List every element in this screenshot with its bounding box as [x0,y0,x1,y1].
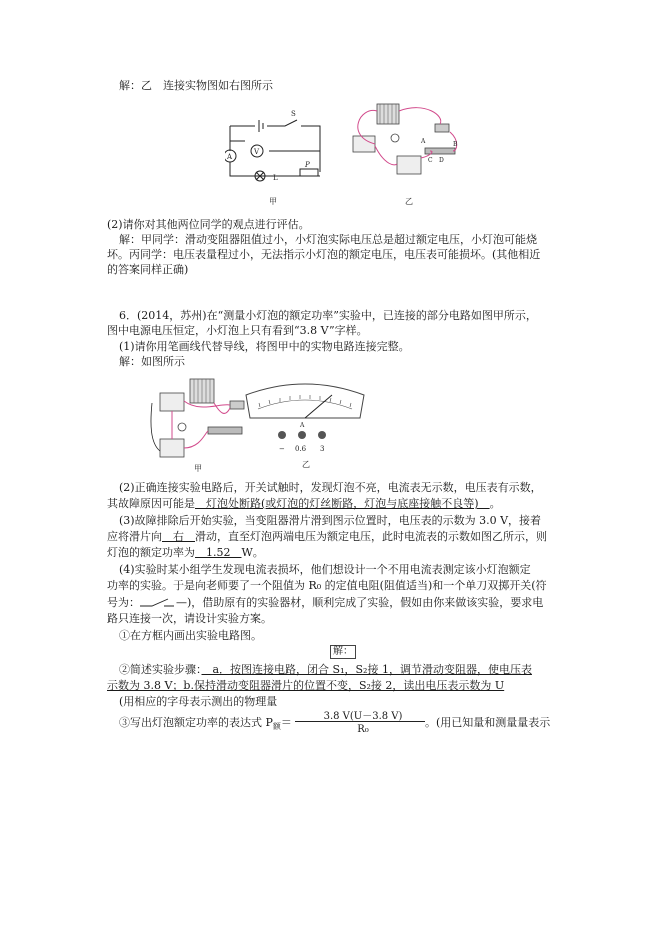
fraction-bar [295,721,425,722]
formula-numerator: 3.8 V(U－3.8 V) [323,711,403,722]
problem-6-line-2: 图中电源电压恒定，小灯泡上只有看到“3.8 V”字样。 [107,324,368,337]
figure-2-label-yi: 乙 [302,460,310,469]
solution-box: 解： [330,645,356,659]
q4-line-4: 路只连接一次，请设计实验方案。 [107,612,272,625]
ammeter-symbol: A [227,153,233,161]
terminal-d: D [439,157,444,164]
ammeter-terminals [278,431,326,439]
q2-answer-line-2: 坏。丙同学：电压表量程过小，无法指示小灯泡的额定电压，电压表可能损坏。(其他相近 [107,248,541,261]
p6-q2-pre: 其故障原因可能是 [107,497,195,510]
q2-answer-line-1: 解：甲同学：滑动变阻器阻值过小，小灯泡实际电压总是超过额定电压，小灯泡可能烧 [119,233,537,246]
terminal-a: A [421,138,426,145]
formula-pre: ③写出灯泡额定功率的表达式 P [119,716,273,729]
q3-power-pre: 灯泡的额定功率为 [107,546,195,559]
formula-denominator: R₀ [357,724,369,735]
ammeter-dial [246,384,364,418]
q4-steps-line-1 [119,663,532,677]
switch-label: S [291,110,296,118]
terminal-c: C [428,157,433,164]
q2-answer-line-3: 的答案同样正确) [107,263,189,276]
q4-line-3 [107,596,543,610]
q4-line-5: ①在方框内画出实验电路图。 [119,629,262,642]
figure-label-jia: 甲 [269,197,277,206]
circuit-figure-2 [150,373,395,473]
spdt-switch-icon [140,597,176,609]
terminal-3: 3 [320,445,325,453]
q4-symbol-pre: 号为： [107,596,140,609]
formula-equals: ＝ [280,716,292,729]
p6-q2-line-1: (2)正确连接实验电路后，开关试触时，发现灯泡不亮，电流表无示数，电压表有示数， [119,481,542,494]
setup-jia [151,379,244,457]
problem-6-line-1: 6．(2014，苏州)在“测量小灯泡的额定功率”实验中，已连接的部分电路如图甲所示， [119,309,537,322]
voltmeter-symbol: V [254,148,260,156]
terminal-b: B [453,141,458,148]
q4-steps-line-3: (用相应的字母表示测出的物理量 [119,695,278,708]
q3-line-1: (3)故障排除后开始实验，当变阻器滑片滑到图示位置时，电压表的示数为 3.0 V，接着 [119,514,542,527]
q3-post: 滑动，直至灯泡两端电压为额定电压，此时电流表的示数如图乙所示，则 [195,530,547,543]
q4-formula-line [119,716,292,734]
q3-answer-power: 1.52 [195,546,242,559]
q4-symbol-post: —)，借助原有的实验器材，顺利完成了实验，假如由你来做该实验，要求电 [176,596,544,609]
terminal-0-6: 0.6 [295,445,307,453]
problem-6-q1: (1)请你用笔画线代替导线，将图甲中的实物电路连接完整。 [119,340,410,353]
figure-2-label-jia: 甲 [194,464,202,473]
lamp-label: L [273,174,278,182]
problem-6-q1-answer: 解：如图所示 [119,355,185,368]
formula-subscript: 额 [272,722,281,732]
q4-steps-answer-b: 示数为 3.8 V；b.保持滑动变阻器滑片的位置不变，S₂接 2，读出电压表示数为 U [107,679,505,692]
q4-steps-answer-a: a．按图连接电路，闭合 S₁，S₂接 1，调节滑动变阻器，使电压表 [201,663,532,676]
p6-q2-answer: 灯泡处断路(或灯泡的灯丝断路，灯泡与底座接触不良等) [195,497,490,510]
q4-line-2: 功率的实验。于是向老师要了一个阻值为 R₀ 的定值电阻(阻值适当)和一个单刀双掷开关(符 [107,579,547,592]
q4-line-1: (4)实验时某小组学生发现电流表损坏，他们想设计一个不用电流表测定该小灯泡额定 [119,563,531,576]
ammeter-a-label: A [300,422,305,429]
formula-post: 。(用已知量和测量量表示 [425,716,551,729]
slider-label: P [305,161,310,169]
answer-line: 解：乙 连接实物图如右图所示 [119,79,273,92]
q3-power-unit: W。 [241,546,264,559]
circuit-schematic [225,120,320,181]
figure-label-yi: 乙 [405,197,413,206]
q3-answer-direction: 右 [162,530,195,543]
p6-q2-line-2 [107,497,501,511]
q2-prompt: (2)请你对其他两位同学的观点进行评估。 [107,218,310,231]
p6-q2-post: 。 [489,497,501,510]
circuit-figure-1 [225,96,465,208]
q3-line-3 [107,546,264,560]
q4-steps-pre: ②简述实验步骤： [119,663,202,676]
q3-line-2 [107,530,547,544]
q4-steps-line-2 [107,679,504,693]
terminal-minus: − [279,445,285,453]
q3-pre: 应将滑片向 [107,530,162,543]
